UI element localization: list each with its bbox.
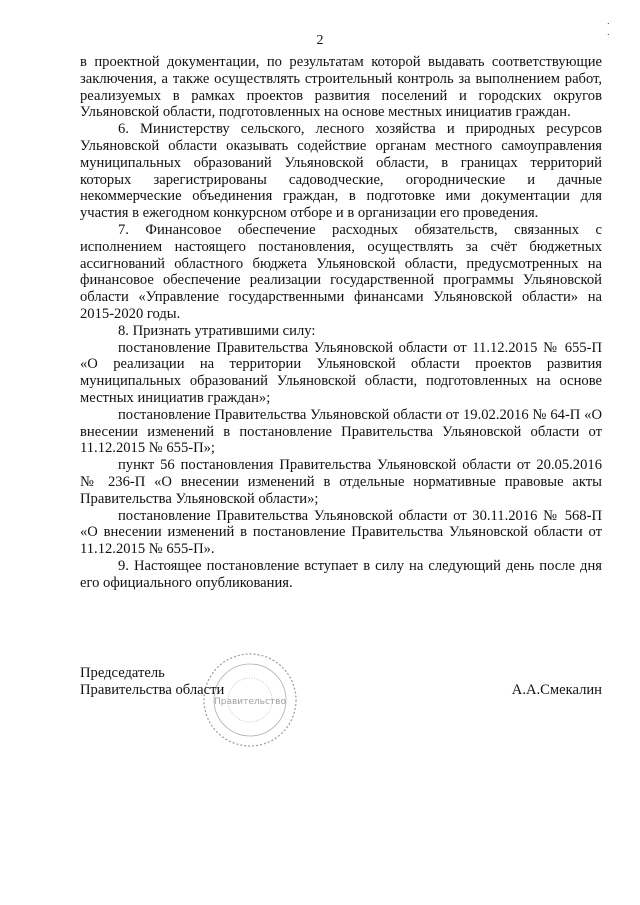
- paragraph-continuation: в проектной документации, по результатам которой выдавать соответствующие заключения, а также осуществлять строительный контроль за выполнением работ, реализуемых в рамках проектов развития поселений и городских округов Ульяновской области, подготовленных на основе местных инициатив граждан.: [80, 54, 602, 121]
- signatory-title-line1: Председатель: [80, 665, 165, 681]
- page-number: 2: [316, 33, 324, 48]
- repealed-act-2: постановление Правительства Ульяновской области от 19.02.2016 № 64-П «О внесении изменений в постановление Правительства Ульяновской области от 11.12.2015 № 655-П»;: [80, 406, 602, 457]
- repealed-act-4: постановление Правительства Ульяновской области от 30.11.2016 № 568-П «О внесении изменений в постановление Правительства Ульяновской области от 11.12.2015 № 655-П».: [80, 507, 602, 558]
- paragraph-item-6: 6. Министерству сельского, лесного хозяйства и природных ресурсов Ульяновской области оказывать содействие органам местного самоуправления муниципальных образований Ульяновской области, в границах территорий которых зарегистрированы садоводческие, огороднические и дачные некоммерческие объединения граждан, в подготовке ими документации для участия в ежегодном конкурсном отборе и в организации его проведения.: [80, 121, 602, 222]
- signatory-title-line2: Правительства области: [80, 682, 225, 698]
- paragraph-item-9: 9. Настоящее постановление вступает в силу на следующий день после дня его официального опубликования.: [80, 557, 602, 591]
- repealed-act-3: пункт 56 постановления Правительства Ульяновской области от 20.05.2016 № 236-П «О внесении изменений в отдельные нормативные правовые акты Правительства Ульяновской области»;: [80, 457, 602, 507]
- document-body: [80, 54, 602, 592]
- signatory-name: А.А.Смекалин: [511, 682, 602, 698]
- seal-text: Правительство: [214, 697, 286, 707]
- paragraph-item-7: 7. Финансовое обеспечение расходных обязательств, связанных с исполнением настоящего постановления, осуществлять за счёт бюджетных ассигнований областного бюджета Ульяновской области, предусмотренных на финансовое обеспечение реализации государственной программы Ульяновской области «Управление государственными финансами Ульяновской области» на 2015-2020 годы.: [80, 221, 602, 322]
- margin-marks: ˙ ˙: [606, 22, 610, 44]
- paragraph-item-8: 8. Признать утратившими силу:: [118, 322, 316, 339]
- signature-block: [80, 665, 602, 699]
- repealed-act-1: постановление Правительства Ульяновской области от 11.12.2015 № 655-П «О реализации на территории Ульяновской области проектов развития муниципальных образований Ульяновской области, подготовленных на основе местных инициатив граждан»;: [80, 339, 602, 406]
